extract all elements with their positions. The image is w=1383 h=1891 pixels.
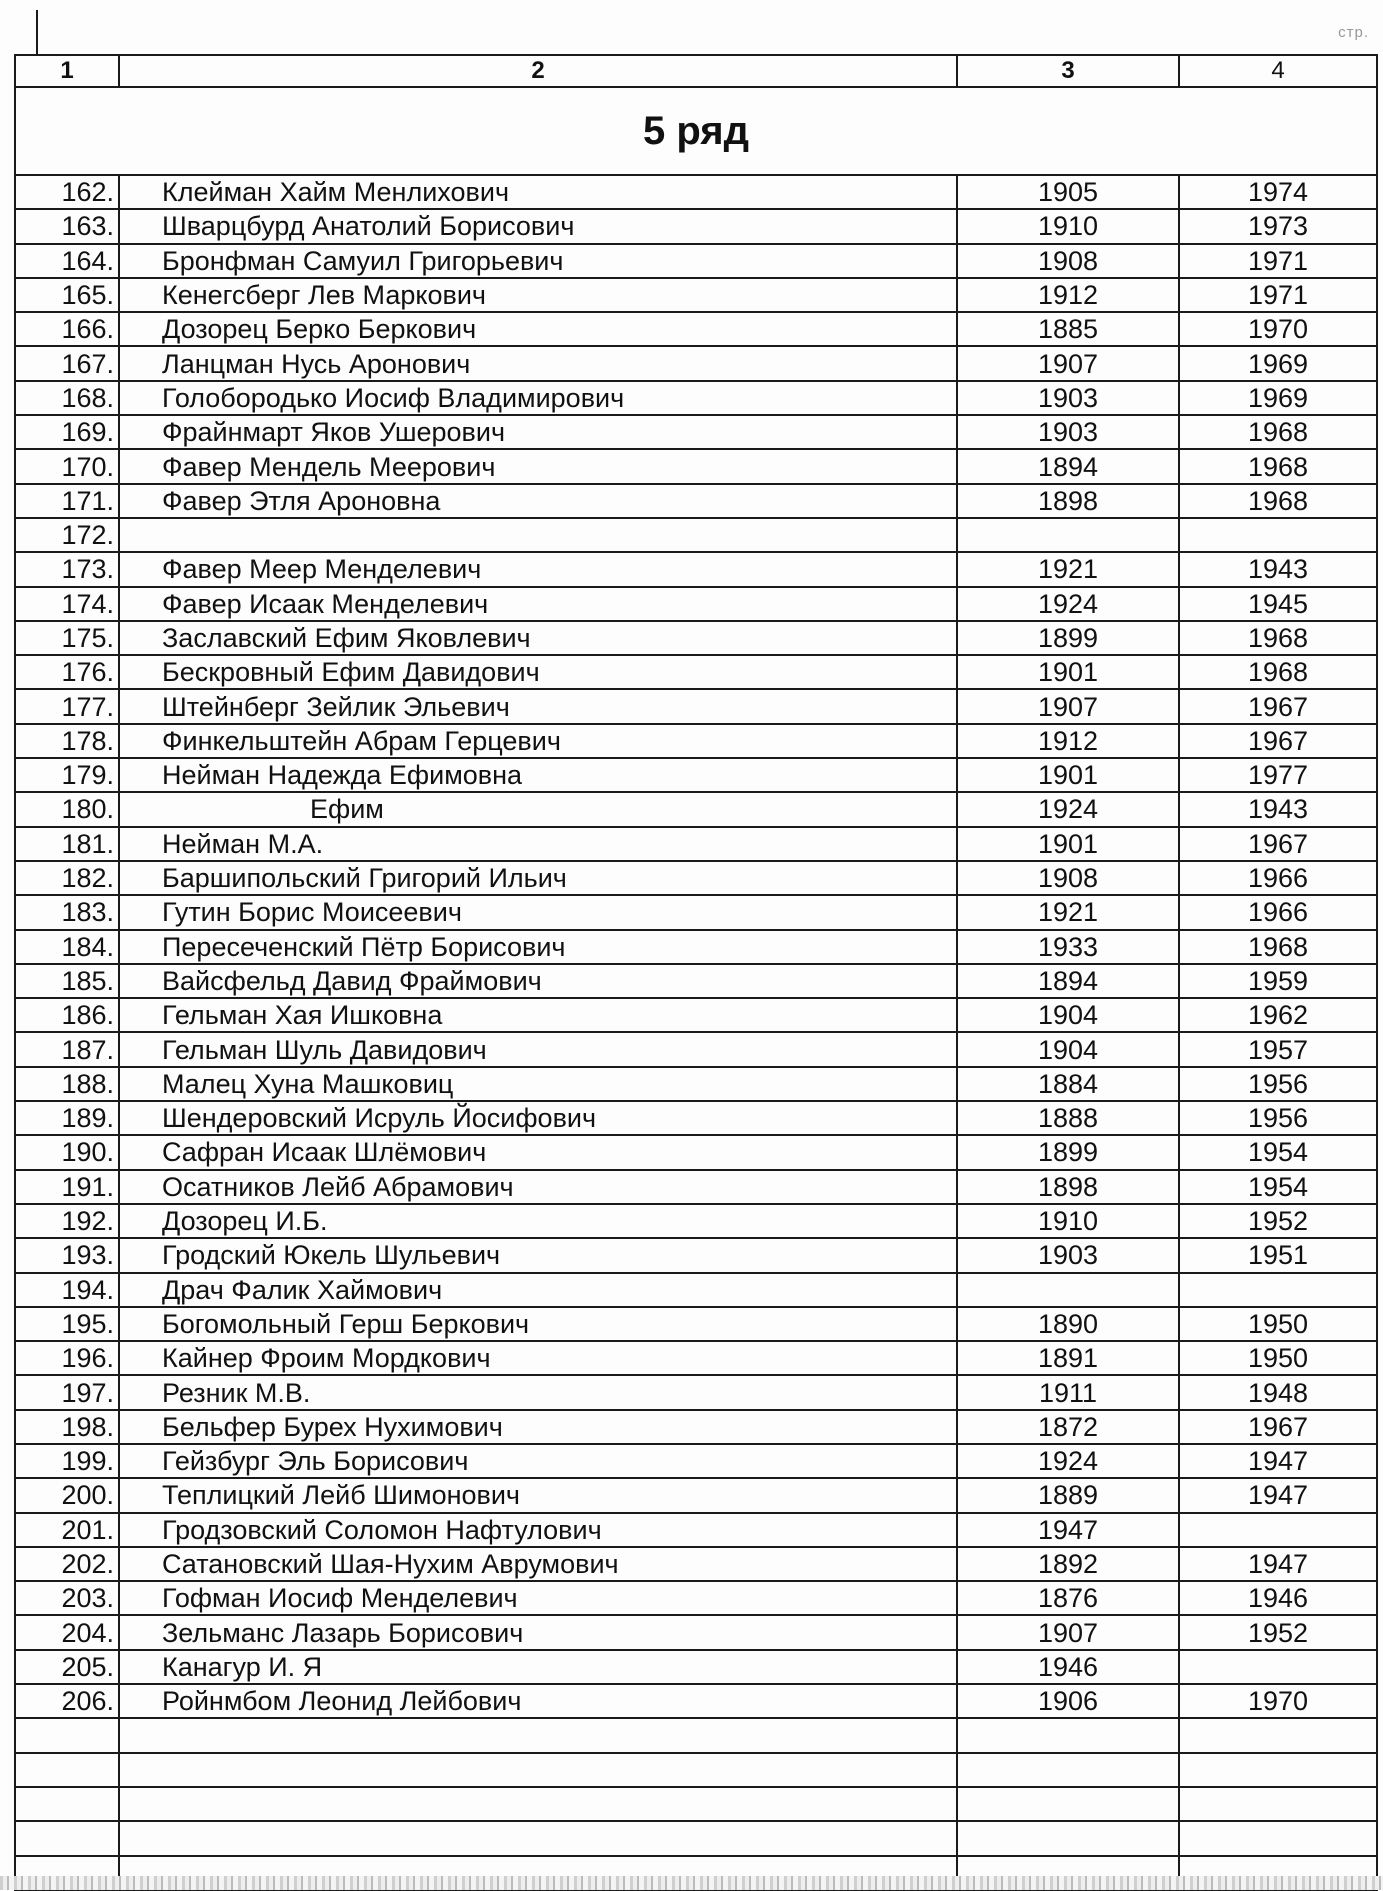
row-number: 164. — [15, 244, 119, 278]
death-year: 1950 — [1179, 1307, 1377, 1341]
person-name: Кайнер Фроим Мордкович — [119, 1341, 957, 1375]
person-name: Шварцбурд Анатолий Борисович — [119, 209, 957, 243]
birth-year — [957, 1821, 1179, 1855]
birth-year: 1898 — [957, 484, 1179, 518]
scan-edge-noise — [0, 1876, 1383, 1890]
death-year: 1968 — [1179, 415, 1377, 449]
birth-year: 1947 — [957, 1513, 1179, 1547]
row-number — [15, 1753, 119, 1787]
birth-year: 1888 — [957, 1101, 1179, 1135]
table-row — [15, 244, 1377, 278]
birth-year: 1903 — [957, 1238, 1179, 1272]
table-row — [15, 964, 1377, 998]
person-name: Финкельштейн Абрам Герцевич — [119, 724, 957, 758]
person-name: Гейзбург Эль Борисович — [119, 1444, 957, 1478]
person-name: Фавер Меер Менделевич — [119, 552, 957, 586]
table-row — [15, 895, 1377, 929]
row-number: 166. — [15, 312, 119, 346]
birth-year: 1912 — [957, 724, 1179, 758]
table-row — [15, 1478, 1377, 1512]
birth-year: 1924 — [957, 587, 1179, 621]
row-number: 199. — [15, 1444, 119, 1478]
table-row — [15, 312, 1377, 346]
person-name: Гродзовский Соломон Нафтулович — [119, 1513, 957, 1547]
birth-year — [957, 1787, 1179, 1821]
row-number: 178. — [15, 724, 119, 758]
table-row — [15, 518, 1377, 552]
person-name: Фавер Мендель Меерович — [119, 449, 957, 483]
person-name: Малец Хуна Машковиц — [119, 1067, 957, 1101]
birth-year — [957, 1273, 1179, 1307]
person-name: Дозорец Берко Беркович — [119, 312, 957, 346]
birth-year: 1912 — [957, 278, 1179, 312]
row-number: 169. — [15, 415, 119, 449]
row-number: 202. — [15, 1547, 119, 1581]
death-year: 1970 — [1179, 312, 1377, 346]
table-row — [15, 1444, 1377, 1478]
left-margin-rule — [36, 10, 38, 56]
birth-year — [957, 518, 1179, 552]
row-number: 170. — [15, 449, 119, 483]
person-name: Штейнберг Зейлик Эльевич — [119, 689, 957, 723]
table-row — [15, 1547, 1377, 1581]
row-number: 196. — [15, 1341, 119, 1375]
table-row — [15, 689, 1377, 723]
birth-year: 1904 — [957, 998, 1179, 1032]
table-row — [15, 415, 1377, 449]
death-year: 1947 — [1179, 1444, 1377, 1478]
person-name: Нейман М.А. — [119, 827, 957, 861]
table-row — [15, 1684, 1377, 1718]
person-name: Бельфер Бурех Нухимович — [119, 1410, 957, 1444]
person-name: Ройнмбом Леонид Лейбович — [119, 1684, 957, 1718]
row-number: 200. — [15, 1478, 119, 1512]
table-row — [15, 792, 1377, 826]
table-row — [15, 1410, 1377, 1444]
row-number: 184. — [15, 930, 119, 964]
row-number: 191. — [15, 1170, 119, 1204]
death-year: 1956 — [1179, 1101, 1377, 1135]
person-name: Осатников Лейб Абрамович — [119, 1170, 957, 1204]
row-number: 162. — [15, 175, 119, 209]
person-name: Нейман Надежда Ефимовна — [119, 758, 957, 792]
birth-year: 1901 — [957, 827, 1179, 861]
row-number: 179. — [15, 758, 119, 792]
birth-year: 1921 — [957, 895, 1179, 929]
row-number: 205. — [15, 1650, 119, 1684]
person-name: Ланцман Нусь Аронович — [119, 346, 957, 380]
section-title: 5 ряд — [15, 87, 1377, 175]
death-year: 1966 — [1179, 895, 1377, 929]
row-number: 180. — [15, 792, 119, 826]
table-row — [15, 1204, 1377, 1238]
row-number: 173. — [15, 552, 119, 586]
birth-year: 1911 — [957, 1375, 1179, 1409]
death-year: 1954 — [1179, 1135, 1377, 1169]
death-year: 1967 — [1179, 724, 1377, 758]
table-row — [15, 1101, 1377, 1135]
birth-year: 1884 — [957, 1067, 1179, 1101]
table-row — [15, 827, 1377, 861]
table-row — [15, 1273, 1377, 1307]
row-number: 192. — [15, 1204, 119, 1238]
table-body — [15, 55, 1377, 1890]
person-name: Гофман Иосиф Менделевич — [119, 1581, 957, 1615]
death-year: 1967 — [1179, 689, 1377, 723]
birth-year: 1933 — [957, 930, 1179, 964]
birth-year — [957, 1718, 1179, 1752]
row-number: 203. — [15, 1581, 119, 1615]
table-row — [15, 1375, 1377, 1409]
table-row — [15, 209, 1377, 243]
death-year: 1951 — [1179, 1238, 1377, 1272]
birth-year: 1891 — [957, 1341, 1179, 1375]
column-number-row — [15, 55, 1377, 87]
table-row — [15, 861, 1377, 895]
table-row — [15, 1787, 1377, 1821]
birth-year: 1903 — [957, 415, 1179, 449]
birth-year: 1924 — [957, 1444, 1179, 1478]
birth-year: 1898 — [957, 1170, 1179, 1204]
death-year — [1179, 1753, 1377, 1787]
row-number: 190. — [15, 1135, 119, 1169]
person-name: Шендеровский Исруль Йосифович — [119, 1101, 957, 1135]
row-number: 168. — [15, 381, 119, 415]
row-number: 182. — [15, 861, 119, 895]
death-year: 1968 — [1179, 449, 1377, 483]
person-name: Драч Фалик Хаймович — [119, 1273, 957, 1307]
table-row — [15, 1581, 1377, 1615]
birth-year: 1892 — [957, 1547, 1179, 1581]
death-year — [1179, 1718, 1377, 1752]
birth-year: 1876 — [957, 1581, 1179, 1615]
person-name: Клейман Хайм Менлихович — [119, 175, 957, 209]
table-row — [15, 1067, 1377, 1101]
person-name: Сафран Исаак Шлёмович — [119, 1135, 957, 1169]
person-name: Дозорец И.Б. — [119, 1204, 957, 1238]
death-year: 1945 — [1179, 587, 1377, 621]
death-year: 1957 — [1179, 1032, 1377, 1066]
person-name: Сатановский Шая-Нухим Аврумович — [119, 1547, 957, 1581]
person-name: Гельман Шуль Давидович — [119, 1032, 957, 1066]
table-row — [15, 484, 1377, 518]
death-year — [1179, 1821, 1377, 1855]
birth-year: 1908 — [957, 861, 1179, 895]
birth-year: 1890 — [957, 1307, 1179, 1341]
table-row — [15, 998, 1377, 1032]
row-number: 167. — [15, 346, 119, 380]
death-year: 1946 — [1179, 1581, 1377, 1615]
person-name: Богомольный Герш Беркович — [119, 1307, 957, 1341]
death-year: 1947 — [1179, 1478, 1377, 1512]
death-year: 1952 — [1179, 1615, 1377, 1649]
column-number-1: 1 — [15, 55, 119, 87]
death-year: 1948 — [1179, 1375, 1377, 1409]
birth-year: 1946 — [957, 1650, 1179, 1684]
death-year — [1179, 1650, 1377, 1684]
person-name: Фавер Этля Ароновна — [119, 484, 957, 518]
table-row — [15, 1238, 1377, 1272]
person-name — [119, 1821, 957, 1855]
death-year: 1943 — [1179, 552, 1377, 586]
row-number: 185. — [15, 964, 119, 998]
death-year: 1968 — [1179, 621, 1377, 655]
person-name — [119, 1718, 957, 1752]
table-row — [15, 1650, 1377, 1684]
person-name: Резник М.В. — [119, 1375, 957, 1409]
death-year: 1966 — [1179, 861, 1377, 895]
table-row — [15, 1341, 1377, 1375]
row-number — [15, 1718, 119, 1752]
row-number: 165. — [15, 278, 119, 312]
death-year: 1967 — [1179, 827, 1377, 861]
row-number: 163. — [15, 209, 119, 243]
person-name: Кенегсберг Лев Маркович — [119, 278, 957, 312]
table-row — [15, 1170, 1377, 1204]
death-year — [1179, 518, 1377, 552]
death-year: 1950 — [1179, 1341, 1377, 1375]
table-row — [15, 175, 1377, 209]
table-row — [15, 346, 1377, 380]
row-number: 186. — [15, 998, 119, 1032]
person-name — [119, 1753, 957, 1787]
row-number: 187. — [15, 1032, 119, 1066]
row-number: 201. — [15, 1513, 119, 1547]
person-name: Канагур И. Я — [119, 1650, 957, 1684]
column-number-4: 4 — [1179, 55, 1377, 87]
person-name: Ефим — [119, 792, 957, 826]
row-number: 174. — [15, 587, 119, 621]
person-name: Пересеченский Пётр Борисович — [119, 930, 957, 964]
death-year: 1970 — [1179, 1684, 1377, 1718]
person-name: Баршипольский Григорий Ильич — [119, 861, 957, 895]
table-row — [15, 930, 1377, 964]
birth-year: 1924 — [957, 792, 1179, 826]
person-name — [119, 518, 957, 552]
page-number-label: стр. — [1338, 24, 1369, 41]
person-name: Гутин Борис Моисеевич — [119, 895, 957, 929]
death-year: 1954 — [1179, 1170, 1377, 1204]
birth-year: 1885 — [957, 312, 1179, 346]
death-year: 1968 — [1179, 484, 1377, 518]
death-year: 1977 — [1179, 758, 1377, 792]
table-row — [15, 1135, 1377, 1169]
death-year — [1179, 1273, 1377, 1307]
death-year: 1973 — [1179, 209, 1377, 243]
row-number: 181. — [15, 827, 119, 861]
death-year — [1179, 1513, 1377, 1547]
death-year: 1969 — [1179, 346, 1377, 380]
death-year: 1968 — [1179, 655, 1377, 689]
birth-year: 1908 — [957, 244, 1179, 278]
table-row — [15, 1307, 1377, 1341]
birth-year — [957, 1753, 1179, 1787]
birth-year: 1904 — [957, 1032, 1179, 1066]
table-row — [15, 1513, 1377, 1547]
row-number: 198. — [15, 1410, 119, 1444]
birth-year: 1905 — [957, 175, 1179, 209]
row-number: 177. — [15, 689, 119, 723]
row-number: 188. — [15, 1067, 119, 1101]
birth-year: 1910 — [957, 209, 1179, 243]
table-row — [15, 449, 1377, 483]
person-name: Вайсфельд Давид Фраймович — [119, 964, 957, 998]
table-row — [15, 278, 1377, 312]
person-name: Фавер Исаак Менделевич — [119, 587, 957, 621]
person-name: Фрайнмарт Яков Ушерович — [119, 415, 957, 449]
column-number-3: 3 — [957, 55, 1179, 87]
person-name: Гельман Хая Ишковна — [119, 998, 957, 1032]
death-year: 1947 — [1179, 1547, 1377, 1581]
person-name: Голобородько Иосиф Владимирович — [119, 381, 957, 415]
death-year: 1971 — [1179, 244, 1377, 278]
birth-year: 1907 — [957, 689, 1179, 723]
table-row — [15, 587, 1377, 621]
section-row — [15, 87, 1377, 175]
table-row — [15, 1753, 1377, 1787]
row-number: 171. — [15, 484, 119, 518]
table-row — [15, 621, 1377, 655]
death-year: 1956 — [1179, 1067, 1377, 1101]
birth-year: 1903 — [957, 381, 1179, 415]
death-year — [1179, 1787, 1377, 1821]
row-number: 183. — [15, 895, 119, 929]
row-number: 197. — [15, 1375, 119, 1409]
row-number: 172. — [15, 518, 119, 552]
table-row — [15, 655, 1377, 689]
row-number: 195. — [15, 1307, 119, 1341]
person-name — [119, 1787, 957, 1821]
birth-year: 1910 — [957, 1204, 1179, 1238]
row-number: 175. — [15, 621, 119, 655]
birth-year: 1899 — [957, 621, 1179, 655]
table-row — [15, 1718, 1377, 1752]
death-year: 1943 — [1179, 792, 1377, 826]
row-number: 204. — [15, 1615, 119, 1649]
row-number: 206. — [15, 1684, 119, 1718]
person-name: Гродский Юкель Шульевич — [119, 1238, 957, 1272]
table-row — [15, 758, 1377, 792]
death-year: 1969 — [1179, 381, 1377, 415]
row-number: 194. — [15, 1273, 119, 1307]
death-year: 1952 — [1179, 1204, 1377, 1238]
birth-year: 1901 — [957, 758, 1179, 792]
birth-year: 1899 — [957, 1135, 1179, 1169]
table-row — [15, 724, 1377, 758]
birth-year: 1894 — [957, 964, 1179, 998]
row-number: 176. — [15, 655, 119, 689]
birth-year: 1921 — [957, 552, 1179, 586]
table-row — [15, 1821, 1377, 1855]
row-number: 189. — [15, 1101, 119, 1135]
table-row — [15, 552, 1377, 586]
death-year: 1974 — [1179, 175, 1377, 209]
row-number — [15, 1787, 119, 1821]
birth-year: 1907 — [957, 1615, 1179, 1649]
person-name: Бескровный Ефим Давидович — [119, 655, 957, 689]
person-name: Теплицкий Лейб Шимонович — [119, 1478, 957, 1512]
table-row — [15, 381, 1377, 415]
birth-year: 1901 — [957, 655, 1179, 689]
death-year: 1959 — [1179, 964, 1377, 998]
person-name: Зельманс Лазарь Борисович — [119, 1615, 957, 1649]
table-row — [15, 1615, 1377, 1649]
person-name: Заславский Ефим Яковлевич — [119, 621, 957, 655]
birth-year: 1872 — [957, 1410, 1179, 1444]
death-year: 1971 — [1179, 278, 1377, 312]
birth-year: 1889 — [957, 1478, 1179, 1512]
table-row — [15, 1032, 1377, 1066]
death-year: 1968 — [1179, 930, 1377, 964]
row-number — [15, 1821, 119, 1855]
birth-year: 1907 — [957, 346, 1179, 380]
birth-year: 1894 — [957, 449, 1179, 483]
column-number-2: 2 — [119, 55, 957, 87]
row-number: 193. — [15, 1238, 119, 1272]
person-name: Бронфман Самуил Григорьевич — [119, 244, 957, 278]
death-year: 1967 — [1179, 1410, 1377, 1444]
birth-year: 1906 — [957, 1684, 1179, 1718]
burial-register-table — [14, 54, 1378, 1891]
death-year: 1962 — [1179, 998, 1377, 1032]
